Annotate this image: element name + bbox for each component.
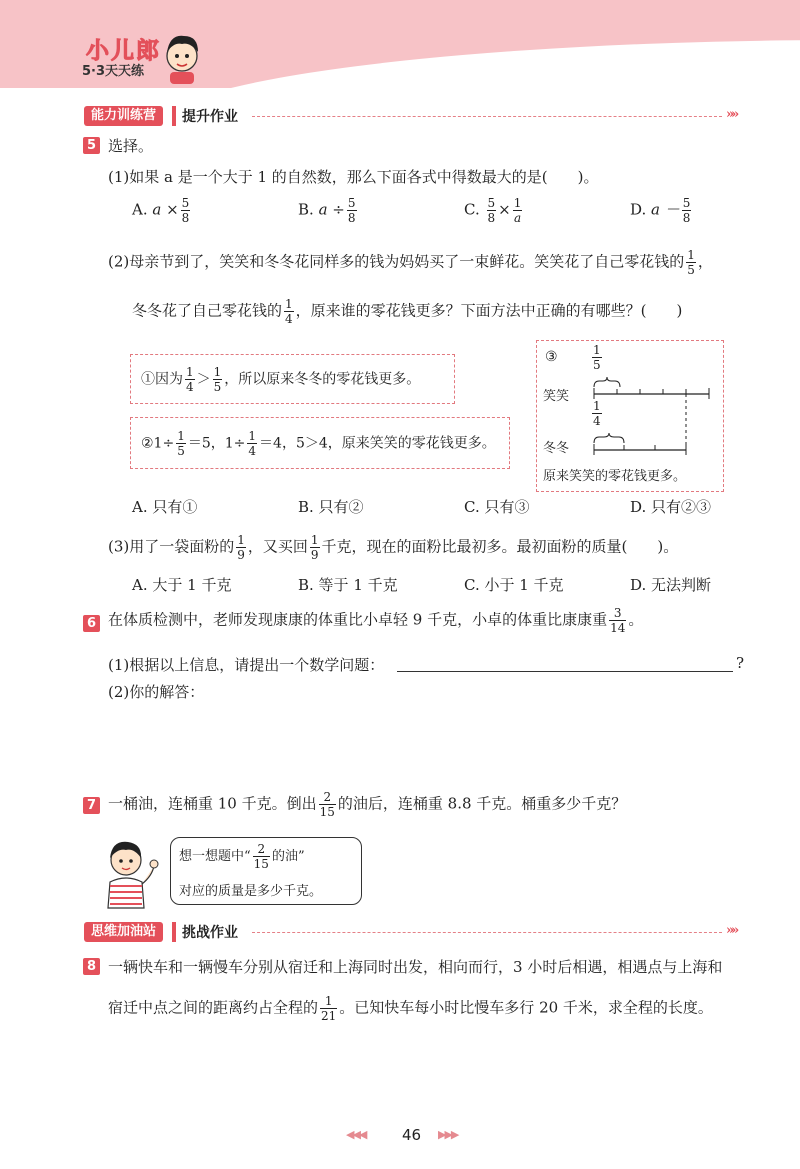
section-tag-thinking: 思维加油站 [84,922,163,942]
question-number-6: 6 [83,615,100,632]
q5-1-option-b[interactable]: B. a ÷ $\frac{5}{8}$ [298,196,356,225]
hint-line1: 想一想题中“ $\frac{2}{15}$ 的油” [179,842,305,871]
q5-1-option-a[interactable]: A. a × $\frac{5}{8}$ [132,196,190,225]
chevron-right-icon: »» [726,923,737,938]
method-3-conclusion: 原来笑笑的零花钱更多。 [543,469,687,484]
method-3-number: ③ [545,349,558,365]
q5-2-option-a[interactable]: A. 只有① [132,498,198,516]
hint-bubble [170,837,362,905]
q5-2-option-b[interactable]: B. 只有② [298,498,364,516]
section-tag-ability: 能力训练营 [84,106,163,126]
thinking-boy-illustration [96,836,162,910]
method-3-label-dongdong: 冬冬 [543,441,570,456]
q6-stem: 在体质检测中，老师发现康康的体重比小卓轻 9 千克，小卓的体重比康康重 $\frac{3}{14}$ 。 [108,606,644,635]
method-3-label-xiaoxiao: 笑笑 [543,389,570,404]
q6-sub1-end: ? [736,654,745,672]
question-number-7: 7 [83,797,100,814]
q5-2-stem-line1: (2)母亲节到了，笑笑和冬冬花同样多的钱为妈妈买了一束鲜花。笑笑花了自己零花钱的 $\frac{1}{5}$ ， [108,248,713,277]
q5-3-option-d[interactable]: D. 无法判断 [630,576,712,594]
q6-answer-line[interactable] [397,671,733,672]
q6-sub1: (1)根据以上信息，请提出一个数学问题： [108,656,385,674]
q8-line2: 宿迁中点之间的距离约占全程的 $\frac{1}{21}$ 。已知快车每小时比慢车多行 20 千米，求全程的长度。 [108,994,713,1023]
method-3-fraction-xiao: $\frac{1}{5}$ [593,343,601,372]
q5-2-stem-line2: 冬冬花了自己零花钱的 $\frac{1}{4}$ ，原来谁的零花钱更多？下面方法中正确的有哪些？( ) [132,297,683,326]
brand-logo: 小儿郎 [86,38,161,64]
chevron-right-icon: »» [726,107,737,122]
method-2-box: ②1÷ $\frac{1}{5}$ ＝5，1÷ $\frac{1}{4}$ ＝4，5＞4，原来笑笑的零花钱更多。 [130,417,510,469]
page-number: 46 [402,1126,422,1144]
section-label-homework: 提升作业 [172,106,238,126]
q5-1-stem: (1)如果 a 是一个大于 1 的自然数，那么下面各式中得数最大的是( )。 [108,168,599,186]
q5-2-option-d[interactable]: D. 只有②③ [630,498,712,516]
q8-line1: 一辆快车和一辆慢车分别从宿迁和上海同时出发，相向而行，3 小时后相遇，相遇点与上海和 [108,958,723,976]
q6-sub2: (2)你的解答： [108,683,205,701]
question-number-5: 5 [83,137,100,154]
q5-3-option-b[interactable]: B. 等于 1 千克 [298,576,398,594]
method-3-fraction-dong: $\frac{1}{4}$ [593,399,601,428]
method-3-box [536,340,724,492]
q7-stem: 一桶油，连桶重 10 千克。倒出 $\frac{2}{15}$ 的油后，连桶重 8.8 千克。桶重多少千克？ [108,790,627,819]
method-1-box: ①因为 $\frac{1}{4}$ ＞ $\frac{1}{5}$ ，所以原来冬冬的零花钱更多。 [130,354,455,404]
section-label-challenge: 挑战作业 [172,922,238,942]
q5-title: 选择。 [108,137,154,155]
hint-line2: 对应的质量是多少千克。 [179,884,323,899]
question-number-8: 8 [83,958,100,975]
prev-page-arrows-icon: ◀◀◀ [346,1128,366,1141]
next-page-arrows-icon: ▶▶▶ [438,1128,458,1141]
q5-2-option-c[interactable]: C. 只有③ [464,498,530,516]
q5-3-option-a[interactable]: A. 大于 1 千克 [132,576,232,594]
series-name: 5·3天天练 [82,64,145,79]
section-divider-2 [252,932,722,933]
q5-1-option-d[interactable]: D. a － $\frac{5}{8}$ [630,196,691,225]
mascot-boy-illustration [160,28,206,86]
q5-3-option-c[interactable]: C. 小于 1 千克 [464,576,564,594]
q5-1-option-c[interactable]: C. $\frac{5}{8}$ × $\frac{1}{a}$ [464,196,522,225]
q5-3-stem: (3)用了一袋面粉的 $\frac{1}{9}$ ，又买回 $\frac{1}{9}$ 千克，现在的面粉比最初多。最初面粉的质量( )。 [108,533,679,562]
section-divider [252,116,722,117]
